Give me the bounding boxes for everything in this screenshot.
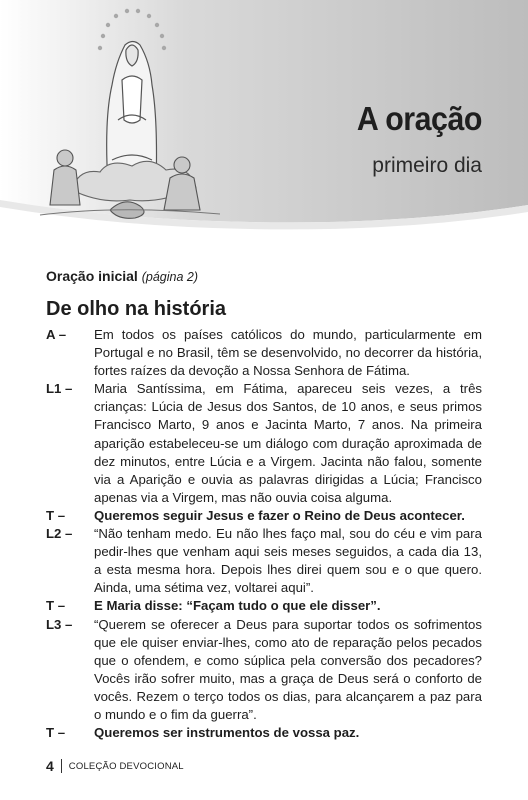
dialogue-line (46, 326, 482, 380)
speaker: L1 – (46, 381, 73, 397)
footer-divider (61, 759, 62, 773)
page-footer (46, 758, 184, 774)
line-text: Em todos os países católicos do mundo, particularmente em Portugal e no Brasil, têm se desenvolvido, no decorrer da história, fortes raízes da devoção a Nossa Senhora de Fátima. (94, 327, 482, 379)
page-number: 4 (46, 758, 54, 774)
dialogue-line (46, 724, 482, 742)
speaker: A – (46, 327, 67, 342)
opening-prayer (46, 268, 198, 284)
opening-prayer-label: Oração inicial (46, 268, 138, 284)
dialogue-line (46, 507, 482, 525)
speaker: L2 – (46, 526, 73, 542)
page-title: A oração (356, 100, 482, 137)
line-text: E Maria disse: “Façam tudo o que ele disser”. (94, 598, 381, 614)
line-text: “Não tenham medo. Eu não lhes faço mal, sou do céu e vim para pedir-lhes que venham aqui seis meses seguidos, a cada dia 13, a esta mesma hora. Depois lhes direi quem sou e o que quero. Ainda, uma sétima vez, voltarei aqui”. (94, 526, 482, 596)
speaker: T – (46, 507, 66, 523)
page-subtitle: primeiro dia (372, 154, 482, 177)
dialogue-line (46, 525, 482, 597)
speaker: T – (46, 725, 66, 741)
dialogue-line (46, 380, 482, 507)
speaker: T – (46, 598, 66, 614)
dialogue (46, 326, 482, 742)
opening-prayer-ref: (página 2) (141, 270, 199, 284)
dialogue-line (46, 597, 482, 615)
line-text: Queremos seguir Jesus e fazer o Reino de Deus acontecer. (94, 507, 465, 523)
dialogue-line (46, 616, 482, 725)
line-text: Queremos ser instrumentos de vossa paz. (94, 725, 360, 741)
collection-name: COLEÇÃO DEVOCIONAL (68, 760, 184, 772)
section-title: De olho na história (46, 298, 227, 320)
line-text: Maria Santíssima, em Fátima, apareceu seis vezes, a três crianças: Lúcia de Jesus dos Santos, de 10 anos, e seus primos Francisco Marto, 9 anos e Jacinta Marto, 7 anos. Na primeira aparição estabeleceu-se um diálogo com duração aproximada de dez minutos, entre Lúcia e a Virgem. Jacinta não falou, somente via a Aparição e ouvia as palavras dirigidas a Lúcia; Francisco apenas via a Virgem, mas não ouvia coisa alguma. (94, 381, 482, 505)
line-text: “Querem se oferecer a Deus para suportar todos os sofrimentos que ele quiser enviar-lhes, como ato de reparação pelos pecados que o ofendem, e como súplica pela conversão dos pecadores? Vocês irão sofrer muito, mas a graça de Deus será o conforto de vocês. Rezem o terço todos os dias, para alcançarem a paz para o mundo e o fim da guerra”. (94, 616, 482, 722)
speaker: L3 – (46, 616, 73, 632)
